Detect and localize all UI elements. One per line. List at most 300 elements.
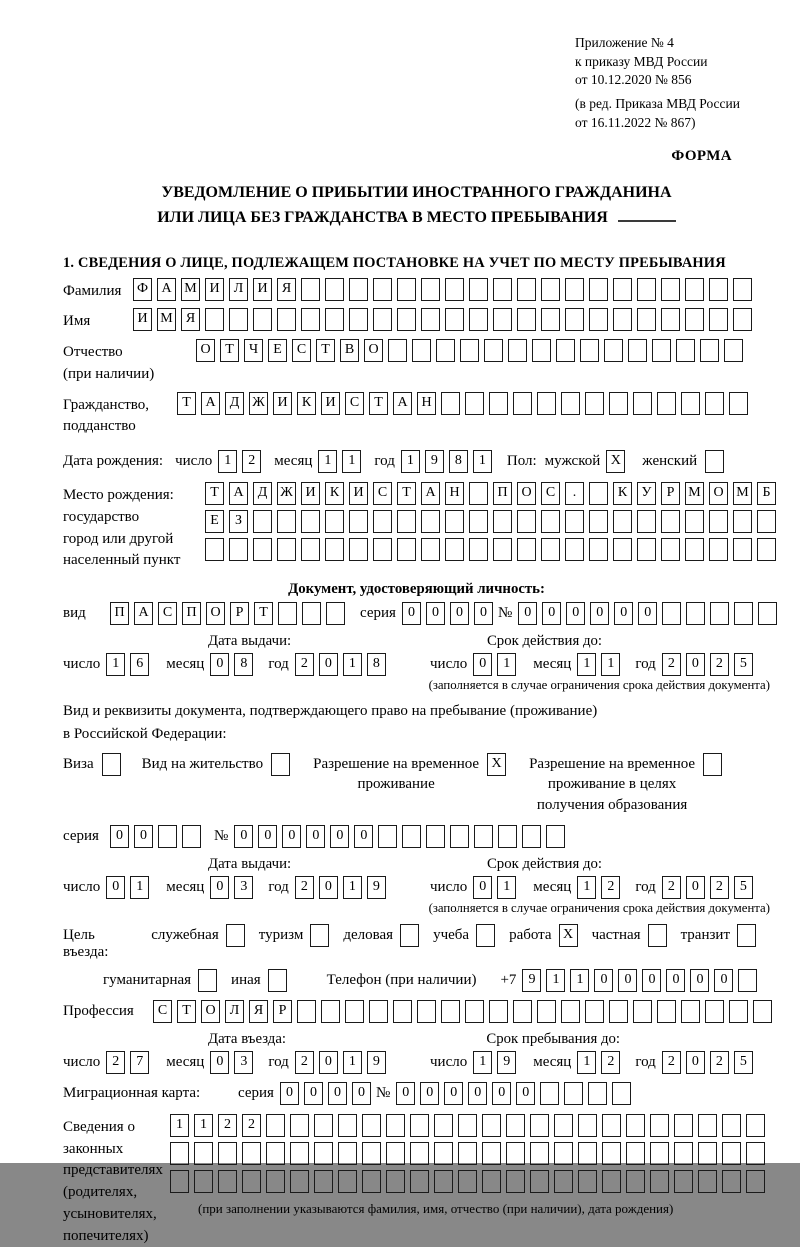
char-box[interactable]: 1 (170, 1114, 189, 1137)
char-box[interactable] (362, 1170, 381, 1193)
char-box[interactable]: 3 (234, 1051, 253, 1074)
char-box[interactable] (517, 510, 536, 533)
char-box[interactable]: А (393, 392, 412, 415)
char-box[interactable]: О (206, 602, 225, 625)
char-box[interactable] (229, 538, 248, 561)
char-box[interactable] (469, 510, 488, 533)
char-box[interactable] (585, 392, 604, 415)
char-box[interactable]: 0 (426, 602, 445, 625)
char-box[interactable] (266, 1114, 285, 1137)
char-box[interactable] (484, 339, 503, 362)
char-box[interactable] (709, 538, 728, 561)
char-box[interactable] (733, 510, 752, 533)
char-box[interactable] (226, 924, 245, 947)
char-box[interactable] (493, 510, 512, 533)
char-box[interactable]: 0 (282, 825, 301, 848)
char-box[interactable] (465, 392, 484, 415)
representatives-row3-boxes[interactable] (170, 1170, 770, 1193)
char-box[interactable] (561, 392, 580, 415)
residence-permit-checkbox[interactable] (271, 753, 295, 776)
char-box[interactable] (476, 924, 495, 947)
char-box[interactable]: К (325, 482, 344, 505)
char-box[interactable]: 0 (566, 602, 585, 625)
char-box[interactable]: И (349, 482, 368, 505)
char-box[interactable]: 1 (577, 1051, 596, 1074)
birthplace-row1-boxes[interactable] (205, 482, 781, 505)
char-box[interactable] (469, 308, 488, 331)
char-box[interactable]: 1 (401, 450, 420, 473)
char-box[interactable] (733, 538, 752, 561)
char-box[interactable] (458, 1170, 477, 1193)
char-box[interactable] (301, 308, 320, 331)
char-box[interactable]: 1 (473, 1051, 492, 1074)
char-box[interactable]: 0 (444, 1082, 463, 1105)
char-box[interactable]: 1 (106, 653, 125, 676)
char-box[interactable]: 7 (130, 1051, 149, 1074)
char-box[interactable] (266, 1170, 285, 1193)
name-boxes[interactable] (133, 308, 757, 331)
char-box[interactable] (465, 1000, 484, 1023)
char-box[interactable] (458, 1114, 477, 1137)
char-box[interactable]: X (606, 450, 625, 473)
char-box[interactable] (530, 1114, 549, 1137)
char-box[interactable]: 1 (343, 653, 362, 676)
profession-boxes[interactable] (153, 1000, 777, 1023)
char-box[interactable]: М (685, 482, 704, 505)
char-box[interactable] (657, 1000, 676, 1023)
char-box[interactable]: Р (230, 602, 249, 625)
char-box[interactable] (612, 1082, 631, 1105)
temp-residence-checkbox[interactable] (487, 753, 511, 776)
char-box[interactable] (517, 308, 536, 331)
char-box[interactable]: С (373, 482, 392, 505)
char-box[interactable] (397, 538, 416, 561)
char-box[interactable] (686, 602, 705, 625)
char-box[interactable] (373, 510, 392, 533)
char-box[interactable] (733, 278, 752, 301)
char-box[interactable]: Т (220, 339, 239, 362)
issue-month-boxes[interactable] (210, 653, 258, 676)
entry-month-boxes[interactable] (210, 1051, 258, 1074)
char-box[interactable] (301, 278, 320, 301)
char-box[interactable]: К (297, 392, 316, 415)
char-box[interactable]: 2 (710, 1051, 729, 1074)
char-box[interactable]: 0 (110, 825, 129, 848)
char-box[interactable]: 0 (714, 969, 733, 992)
char-box[interactable]: 0 (450, 602, 469, 625)
char-box[interactable] (554, 1142, 573, 1165)
char-box[interactable] (578, 1170, 597, 1193)
char-box[interactable] (378, 825, 397, 848)
char-box[interactable] (474, 825, 493, 848)
char-box[interactable] (676, 339, 695, 362)
purpose-transit-checkbox[interactable] (737, 924, 761, 947)
residence-number-boxes[interactable] (234, 825, 570, 848)
char-box[interactable]: И (205, 278, 224, 301)
char-box[interactable] (321, 1000, 340, 1023)
char-box[interactable] (546, 825, 565, 848)
char-box[interactable]: 6 (130, 653, 149, 676)
char-box[interactable]: 0 (210, 653, 229, 676)
char-box[interactable] (205, 538, 224, 561)
char-box[interactable] (397, 278, 416, 301)
char-box[interactable] (326, 602, 345, 625)
char-box[interactable] (445, 538, 464, 561)
char-box[interactable] (589, 308, 608, 331)
char-box[interactable]: Л (229, 278, 248, 301)
char-box[interactable]: 2 (295, 876, 314, 899)
char-box[interactable]: 9 (497, 1051, 516, 1074)
char-box[interactable] (685, 278, 704, 301)
char-box[interactable] (369, 1000, 388, 1023)
residence-issue-year-boxes[interactable] (295, 876, 391, 899)
char-box[interactable]: 0 (319, 1051, 338, 1074)
char-box[interactable] (540, 1082, 559, 1105)
char-box[interactable] (602, 1170, 621, 1193)
char-box[interactable]: 2 (106, 1051, 125, 1074)
char-box[interactable]: 0 (518, 602, 537, 625)
char-box[interactable]: 0 (642, 969, 661, 992)
char-box[interactable] (648, 924, 667, 947)
char-box[interactable]: 1 (497, 876, 516, 899)
char-box[interactable] (661, 538, 680, 561)
doc-type-boxes[interactable] (110, 602, 350, 625)
char-box[interactable]: 8 (234, 653, 253, 676)
char-box[interactable]: 0 (492, 1082, 511, 1105)
purpose-business-checkbox[interactable] (400, 924, 424, 947)
char-box[interactable]: 0 (686, 653, 705, 676)
char-box[interactable] (102, 753, 121, 776)
char-box[interactable]: 0 (234, 825, 253, 848)
char-box[interactable] (541, 278, 560, 301)
char-box[interactable]: Д (253, 482, 272, 505)
residence-issue-month-boxes[interactable] (210, 876, 258, 899)
char-box[interactable]: В (340, 339, 359, 362)
char-box[interactable] (386, 1114, 405, 1137)
char-box[interactable] (589, 510, 608, 533)
char-box[interactable] (508, 339, 527, 362)
char-box[interactable] (170, 1142, 189, 1165)
char-box[interactable] (266, 1142, 285, 1165)
char-box[interactable] (585, 1000, 604, 1023)
residence-issue-day-boxes[interactable] (106, 876, 154, 899)
char-box[interactable] (532, 339, 551, 362)
char-box[interactable]: 0 (210, 1051, 229, 1074)
char-box[interactable]: 0 (420, 1082, 439, 1105)
char-box[interactable]: С (345, 392, 364, 415)
char-box[interactable] (661, 278, 680, 301)
char-box[interactable] (705, 450, 724, 473)
char-box[interactable]: 0 (474, 602, 493, 625)
char-box[interactable] (685, 510, 704, 533)
char-box[interactable] (277, 510, 296, 533)
char-box[interactable]: Б (757, 482, 776, 505)
char-box[interactable] (301, 510, 320, 533)
entry-year-boxes[interactable] (295, 1051, 391, 1074)
char-box[interactable] (469, 482, 488, 505)
char-box[interactable]: Р (661, 482, 680, 505)
char-box[interactable]: 1 (343, 876, 362, 899)
char-box[interactable]: 0 (319, 653, 338, 676)
char-box[interactable] (541, 510, 560, 533)
char-box[interactable] (588, 1082, 607, 1105)
char-box[interactable]: 1 (546, 969, 565, 992)
char-box[interactable]: 0 (594, 969, 613, 992)
char-box[interactable] (705, 1000, 724, 1023)
char-box[interactable]: К (613, 482, 632, 505)
purpose-private-checkbox[interactable] (648, 924, 672, 947)
char-box[interactable]: О (709, 482, 728, 505)
char-box[interactable] (493, 278, 512, 301)
char-box[interactable] (746, 1114, 765, 1137)
valid-month-boxes[interactable] (577, 653, 625, 676)
visa-checkbox[interactable] (102, 753, 126, 776)
char-box[interactable]: 0 (473, 876, 492, 899)
char-box[interactable] (613, 510, 632, 533)
char-box[interactable] (469, 278, 488, 301)
representatives-row2-boxes[interactable] (170, 1142, 770, 1165)
char-box[interactable] (709, 308, 728, 331)
char-box[interactable]: 2 (601, 876, 620, 899)
char-box[interactable] (297, 1000, 316, 1023)
char-box[interactable] (578, 1142, 597, 1165)
migration-number-boxes[interactable] (396, 1082, 636, 1105)
char-box[interactable] (737, 924, 756, 947)
char-box[interactable] (310, 924, 329, 947)
char-box[interactable]: Я (277, 278, 296, 301)
char-box[interactable]: 2 (218, 1114, 237, 1137)
char-box[interactable]: Е (268, 339, 287, 362)
purpose-official-checkbox[interactable] (226, 924, 250, 947)
residence-valid-year-boxes[interactable] (662, 876, 758, 899)
residence-series-boxes[interactable] (110, 825, 206, 848)
char-box[interactable] (388, 339, 407, 362)
char-box[interactable] (633, 392, 652, 415)
char-box[interactable] (613, 278, 632, 301)
char-box[interactable]: 0 (306, 825, 325, 848)
purpose-work-checkbox[interactable] (559, 924, 583, 947)
char-box[interactable]: А (201, 392, 220, 415)
char-box[interactable] (198, 969, 217, 992)
char-box[interactable] (537, 392, 556, 415)
char-box[interactable]: 1 (473, 450, 492, 473)
char-box[interactable]: Т (177, 392, 196, 415)
char-box[interactable] (561, 1000, 580, 1023)
char-box[interactable]: 2 (295, 1051, 314, 1074)
char-box[interactable]: Л (225, 1000, 244, 1023)
char-box[interactable] (434, 1142, 453, 1165)
char-box[interactable] (349, 278, 368, 301)
char-box[interactable] (626, 1142, 645, 1165)
char-box[interactable] (554, 1170, 573, 1193)
char-box[interactable] (301, 538, 320, 561)
char-box[interactable] (613, 308, 632, 331)
char-box[interactable] (757, 538, 776, 561)
char-box[interactable] (253, 538, 272, 561)
birth-month-boxes[interactable] (318, 450, 366, 473)
char-box[interactable] (604, 339, 623, 362)
phone-boxes[interactable] (522, 969, 762, 992)
char-box[interactable] (628, 339, 647, 362)
char-box[interactable] (661, 308, 680, 331)
char-box[interactable]: 0 (106, 876, 125, 899)
char-box[interactable] (482, 1170, 501, 1193)
char-box[interactable] (349, 308, 368, 331)
char-box[interactable]: . (565, 482, 584, 505)
char-box[interactable]: 9 (367, 1051, 386, 1074)
char-box[interactable]: М (181, 278, 200, 301)
char-box[interactable] (578, 1114, 597, 1137)
char-box[interactable]: 9 (522, 969, 541, 992)
char-box[interactable] (746, 1170, 765, 1193)
char-box[interactable]: О (196, 339, 215, 362)
char-box[interactable] (709, 278, 728, 301)
char-box[interactable]: 2 (242, 450, 261, 473)
char-box[interactable] (685, 538, 704, 561)
char-box[interactable]: 1 (218, 450, 237, 473)
char-box[interactable] (441, 1000, 460, 1023)
birthplace-row3-boxes[interactable] (205, 538, 781, 561)
char-box[interactable] (253, 308, 272, 331)
char-box[interactable]: И (301, 482, 320, 505)
char-box[interactable] (698, 1142, 717, 1165)
char-box[interactable]: 2 (662, 653, 681, 676)
char-box[interactable] (530, 1142, 549, 1165)
char-box[interactable]: 2 (295, 653, 314, 676)
char-box[interactable]: А (157, 278, 176, 301)
char-box[interactable]: Т (177, 1000, 196, 1023)
char-box[interactable] (458, 1142, 477, 1165)
char-box[interactable] (338, 1114, 357, 1137)
char-box[interactable]: 1 (601, 653, 620, 676)
char-box[interactable] (482, 1114, 501, 1137)
char-box[interactable] (589, 482, 608, 505)
char-box[interactable] (277, 308, 296, 331)
char-box[interactable] (565, 538, 584, 561)
char-box[interactable] (700, 339, 719, 362)
char-box[interactable] (434, 1170, 453, 1193)
char-box[interactable]: Т (369, 392, 388, 415)
char-box[interactable] (589, 278, 608, 301)
char-box[interactable] (421, 308, 440, 331)
char-box[interactable] (537, 1000, 556, 1023)
char-box[interactable] (397, 510, 416, 533)
char-box[interactable]: X (487, 753, 506, 776)
char-box[interactable]: О (517, 482, 536, 505)
migration-series-boxes[interactable] (280, 1082, 376, 1105)
char-box[interactable] (661, 510, 680, 533)
char-box[interactable] (493, 308, 512, 331)
char-box[interactable]: 0 (690, 969, 709, 992)
char-box[interactable] (450, 825, 469, 848)
char-box[interactable] (412, 339, 431, 362)
temp-residence-education-checkbox[interactable] (703, 753, 727, 776)
char-box[interactable]: 1 (343, 1051, 362, 1074)
valid-year-boxes[interactable] (662, 653, 758, 676)
char-box[interactable] (362, 1114, 381, 1137)
purpose-tourism-checkbox[interactable] (310, 924, 334, 947)
char-box[interactable] (325, 278, 344, 301)
char-box[interactable] (609, 1000, 628, 1023)
char-box[interactable]: А (134, 602, 153, 625)
stay-year-boxes[interactable] (662, 1051, 758, 1074)
char-box[interactable]: Ф (133, 278, 152, 301)
char-box[interactable] (506, 1142, 525, 1165)
char-box[interactable]: 1 (318, 450, 337, 473)
char-box[interactable] (170, 1170, 189, 1193)
issue-year-boxes[interactable] (295, 653, 391, 676)
char-box[interactable]: Д (225, 392, 244, 415)
char-box[interactable]: 5 (734, 1051, 753, 1074)
char-box[interactable]: 0 (319, 876, 338, 899)
char-box[interactable] (373, 538, 392, 561)
char-box[interactable]: 3 (234, 876, 253, 899)
char-box[interactable]: 0 (134, 825, 153, 848)
char-box[interactable]: С (158, 602, 177, 625)
char-box[interactable] (757, 510, 776, 533)
char-box[interactable]: 0 (280, 1082, 299, 1105)
char-box[interactable]: 8 (367, 653, 386, 676)
char-box[interactable] (564, 1082, 583, 1105)
char-box[interactable] (709, 510, 728, 533)
char-box[interactable] (386, 1142, 405, 1165)
char-box[interactable] (445, 308, 464, 331)
char-box[interactable]: И (321, 392, 340, 415)
char-box[interactable] (650, 1114, 669, 1137)
char-box[interactable]: 0 (614, 602, 633, 625)
char-box[interactable] (373, 278, 392, 301)
entry-day-boxes[interactable] (106, 1051, 154, 1074)
char-box[interactable]: Ж (277, 482, 296, 505)
char-box[interactable]: 0 (590, 602, 609, 625)
char-box[interactable] (445, 510, 464, 533)
doc-series-boxes[interactable] (402, 602, 498, 625)
char-box[interactable] (493, 538, 512, 561)
char-box[interactable] (722, 1170, 741, 1193)
birth-day-boxes[interactable] (218, 450, 266, 473)
char-box[interactable] (194, 1142, 213, 1165)
patronymic-boxes[interactable] (196, 339, 748, 362)
char-box[interactable] (325, 510, 344, 533)
char-box[interactable]: П (493, 482, 512, 505)
char-box[interactable] (325, 308, 344, 331)
char-box[interactable] (277, 538, 296, 561)
char-box[interactable]: 0 (258, 825, 277, 848)
char-box[interactable] (314, 1170, 333, 1193)
char-box[interactable]: 0 (354, 825, 373, 848)
char-box[interactable] (410, 1170, 429, 1193)
char-box[interactable] (397, 308, 416, 331)
char-box[interactable] (182, 825, 201, 848)
citizenship-boxes[interactable] (177, 392, 753, 415)
char-box[interactable] (386, 1170, 405, 1193)
char-box[interactable] (436, 339, 455, 362)
char-box[interactable] (349, 538, 368, 561)
char-box[interactable] (633, 1000, 652, 1023)
char-box[interactable]: 0 (396, 1082, 415, 1105)
char-box[interactable]: Н (445, 482, 464, 505)
char-box[interactable] (421, 278, 440, 301)
char-box[interactable]: И (253, 278, 272, 301)
char-box[interactable] (698, 1170, 717, 1193)
char-box[interactable] (421, 538, 440, 561)
char-box[interactable]: И (273, 392, 292, 415)
char-box[interactable] (674, 1142, 693, 1165)
char-box[interactable] (652, 339, 671, 362)
char-box[interactable] (626, 1170, 645, 1193)
char-box[interactable] (758, 602, 777, 625)
char-box[interactable] (469, 538, 488, 561)
